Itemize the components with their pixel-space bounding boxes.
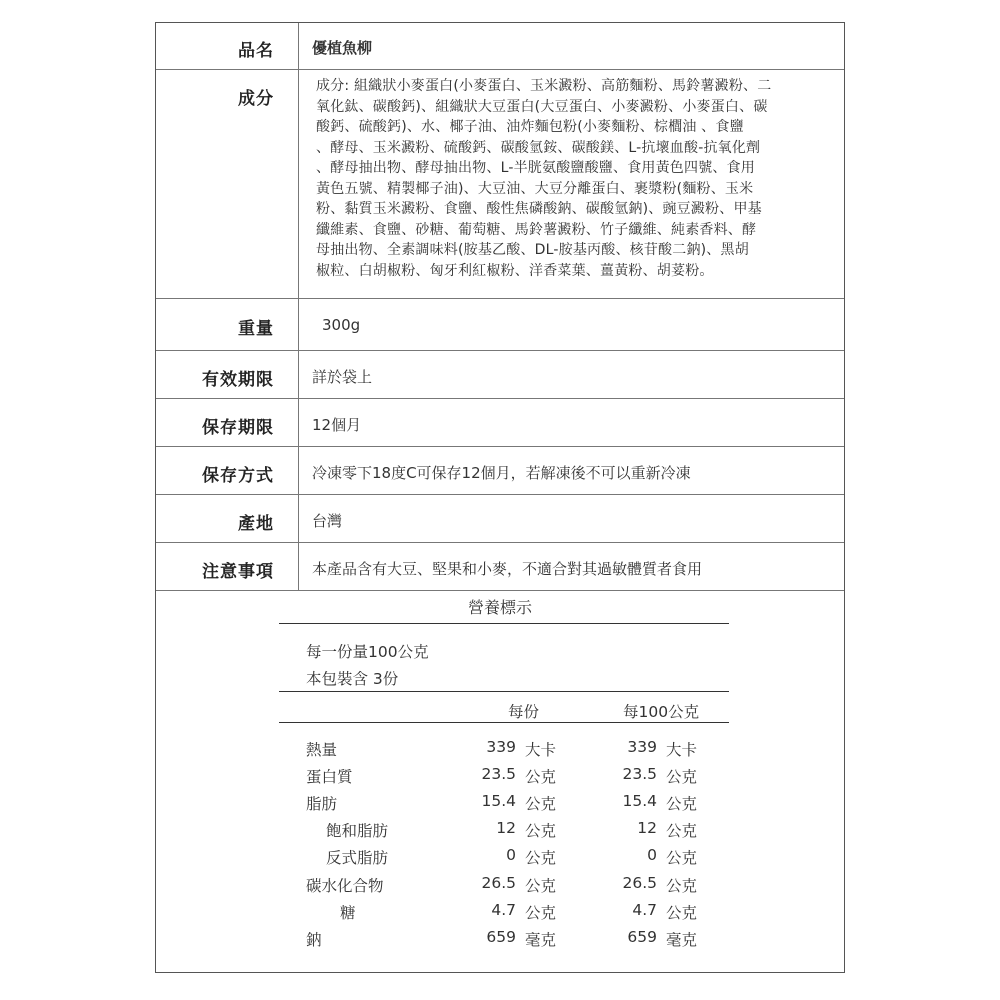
nutrient-per-100g-value: 23.5	[622, 765, 657, 784]
nutrient-per-100g-unit: 公克	[666, 768, 698, 787]
nutrient-per-100g-unit: 公克	[666, 903, 698, 922]
shelf-life-label: 保存期限	[156, 399, 299, 446]
nutrition-columns-rule	[279, 722, 729, 723]
origin-value: 台灣	[312, 512, 343, 530]
nutrient-per-100g-value: 15.4	[622, 792, 657, 811]
nutrient-per-serving-unit: 大卡	[525, 741, 557, 759]
nutrient-per-100g-unit: 大卡	[666, 741, 698, 759]
nutrient-per-serving-value: 4.7	[491, 900, 516, 919]
row-origin	[156, 495, 844, 543]
origin-label: 產地	[156, 495, 299, 542]
nutrient-per-serving-value: 23.5	[481, 765, 516, 784]
nutrient-per-100g-value: 339	[627, 738, 657, 756]
product-info-table	[155, 22, 845, 973]
weight-label: 重量	[156, 299, 299, 350]
ingredients-label: 成分	[156, 70, 299, 298]
ingredients-line: 、酵母抽出物、酵母抽出物、L-半胱氨酸鹽酸鹽、食用黃色四號、食用	[316, 160, 756, 176]
row-weight	[156, 299, 844, 351]
nutrient-name: 碳水化合物	[306, 876, 384, 895]
nutrition-title: 營養標示	[467, 598, 532, 617]
row-storage	[156, 447, 844, 495]
nutrient-per-serving-unit: 公克	[525, 822, 557, 841]
nutrient-name: 熱量	[306, 741, 338, 759]
nutrient-name: 糖	[340, 903, 356, 922]
ingredients-line: 粉、黏質玉米澱粉、食鹽、酸性焦磷酸鈉、碳酸氫鈉)、豌豆澱粉、甲基	[316, 201, 762, 217]
nutrient-per-serving-value: 0	[506, 846, 516, 865]
nutrient-per-serving-value: 659	[486, 927, 516, 946]
ingredients-text	[316, 76, 836, 281]
row-ingredients	[156, 70, 844, 299]
nutrient-name: 蛋白質	[306, 768, 353, 787]
nutrient-per-serving-unit: 公克	[525, 876, 557, 895]
ingredients-line: 椒粒、白胡椒粉、匈牙利紅椒粉、洋香菜葉、薑黃粉、胡荽粉。	[316, 262, 714, 279]
nutrition-header-rule	[279, 691, 729, 692]
nutrition-top-rule	[279, 623, 729, 624]
row-shelf-life	[156, 399, 844, 447]
nutrient-per-100g-unit: 公克	[666, 822, 698, 841]
nutrient-per-100g-unit: 公克	[666, 876, 698, 895]
ingredients-line: 酸鈣、硫酸鈣)、水、椰子油、油炸麵包粉(小麥麵粉、棕櫚油 、食鹽	[316, 119, 744, 135]
weight-value: 300g	[322, 316, 361, 334]
nutrient-per-100g-unit: 公克	[666, 795, 698, 814]
notice-value: 本產品含有大豆、堅果和小麥，不適合對其過敏體質者食用	[312, 560, 703, 578]
nutrient-per-serving-value: 26.5	[481, 873, 516, 892]
servings-per-pack: 本包裝含 3份	[306, 670, 399, 688]
product-name-label: 品名	[156, 23, 299, 69]
ingredients-line: 母抽出物、全素調味料(胺基乙酸、DL-胺基丙酸、核苷酸二鈉)、黑胡	[316, 242, 749, 258]
row-expiry	[156, 351, 844, 399]
nutrient-name: 反式脂肪	[326, 849, 389, 868]
row-notice	[156, 543, 844, 591]
ingredients-line: 、酵母、玉米澱粉、硫酸鈣、碳酸氫銨、碳酸鎂、L-抗壞血酸-抗氧化劑	[316, 139, 761, 156]
nutrient-per-serving-value: 15.4	[481, 792, 516, 811]
nutrient-per-100g-unit: 毫克	[666, 930, 698, 949]
nutrient-per-serving-unit: 公克	[525, 795, 557, 814]
storage-value: 冷凍零下18度C可保存12個月，若解凍後不可以重新冷凍	[312, 464, 691, 482]
nutrient-per-100g-value: 12	[637, 819, 657, 838]
notice-label: 注意事項	[156, 543, 299, 590]
nutrient-name: 脂肪	[306, 795, 338, 814]
nutrient-name: 飽和脂肪	[326, 822, 389, 841]
ingredients-line: 成分: 組織狀小麥蛋白(小麥蛋白、玉米澱粉、高筋麵粉、馬鈴薯澱粉、二	[316, 78, 772, 94]
col-header-per-serving: 每份	[508, 703, 540, 721]
ingredients-line: 纖維素、食鹽、砂糖、葡萄糖、馬鈴薯澱粉、竹子纖維、純素香料、酵	[316, 221, 757, 238]
nutrient-per-serving-unit: 公克	[525, 849, 557, 868]
col-header-per-100g: 每100公克	[623, 703, 700, 721]
expiry-value: 詳於袋上	[312, 368, 373, 386]
row-product-name	[156, 23, 844, 70]
shelf-life-value: 12個月	[312, 416, 362, 434]
nutrient-per-100g-value: 0	[647, 846, 657, 865]
nutrient-per-serving-unit: 公克	[525, 903, 557, 922]
serving-size: 每一份量100公克	[306, 643, 429, 661]
nutrient-per-100g-unit: 公克	[666, 849, 698, 868]
nutrient-per-serving-unit: 毫克	[525, 930, 557, 949]
nutrient-per-100g-value: 4.7	[632, 900, 657, 919]
nutrient-name: 鈉	[306, 930, 322, 949]
storage-label: 保存方式	[156, 447, 299, 494]
ingredients-line: 氧化鈦、碳酸鈣)、組織狀大豆蛋白(大豆蛋白、小麥澱粉、小麥蛋白、碳	[316, 98, 768, 115]
ingredients-line: 黃色五號、精製椰子油)、大豆油、大豆分離蛋白、裹漿粉(麵粉、玉米	[316, 180, 754, 197]
product-name-value: 優植魚柳	[312, 39, 373, 57]
nutrient-per-serving-unit: 公克	[525, 768, 557, 787]
nutrient-per-100g-value: 659	[627, 927, 657, 946]
nutrient-per-serving-value: 12	[496, 819, 516, 838]
nutrient-per-100g-value: 26.5	[622, 873, 657, 892]
expiry-label: 有效期限	[156, 351, 299, 398]
nutrient-per-serving-value: 339	[486, 738, 516, 756]
